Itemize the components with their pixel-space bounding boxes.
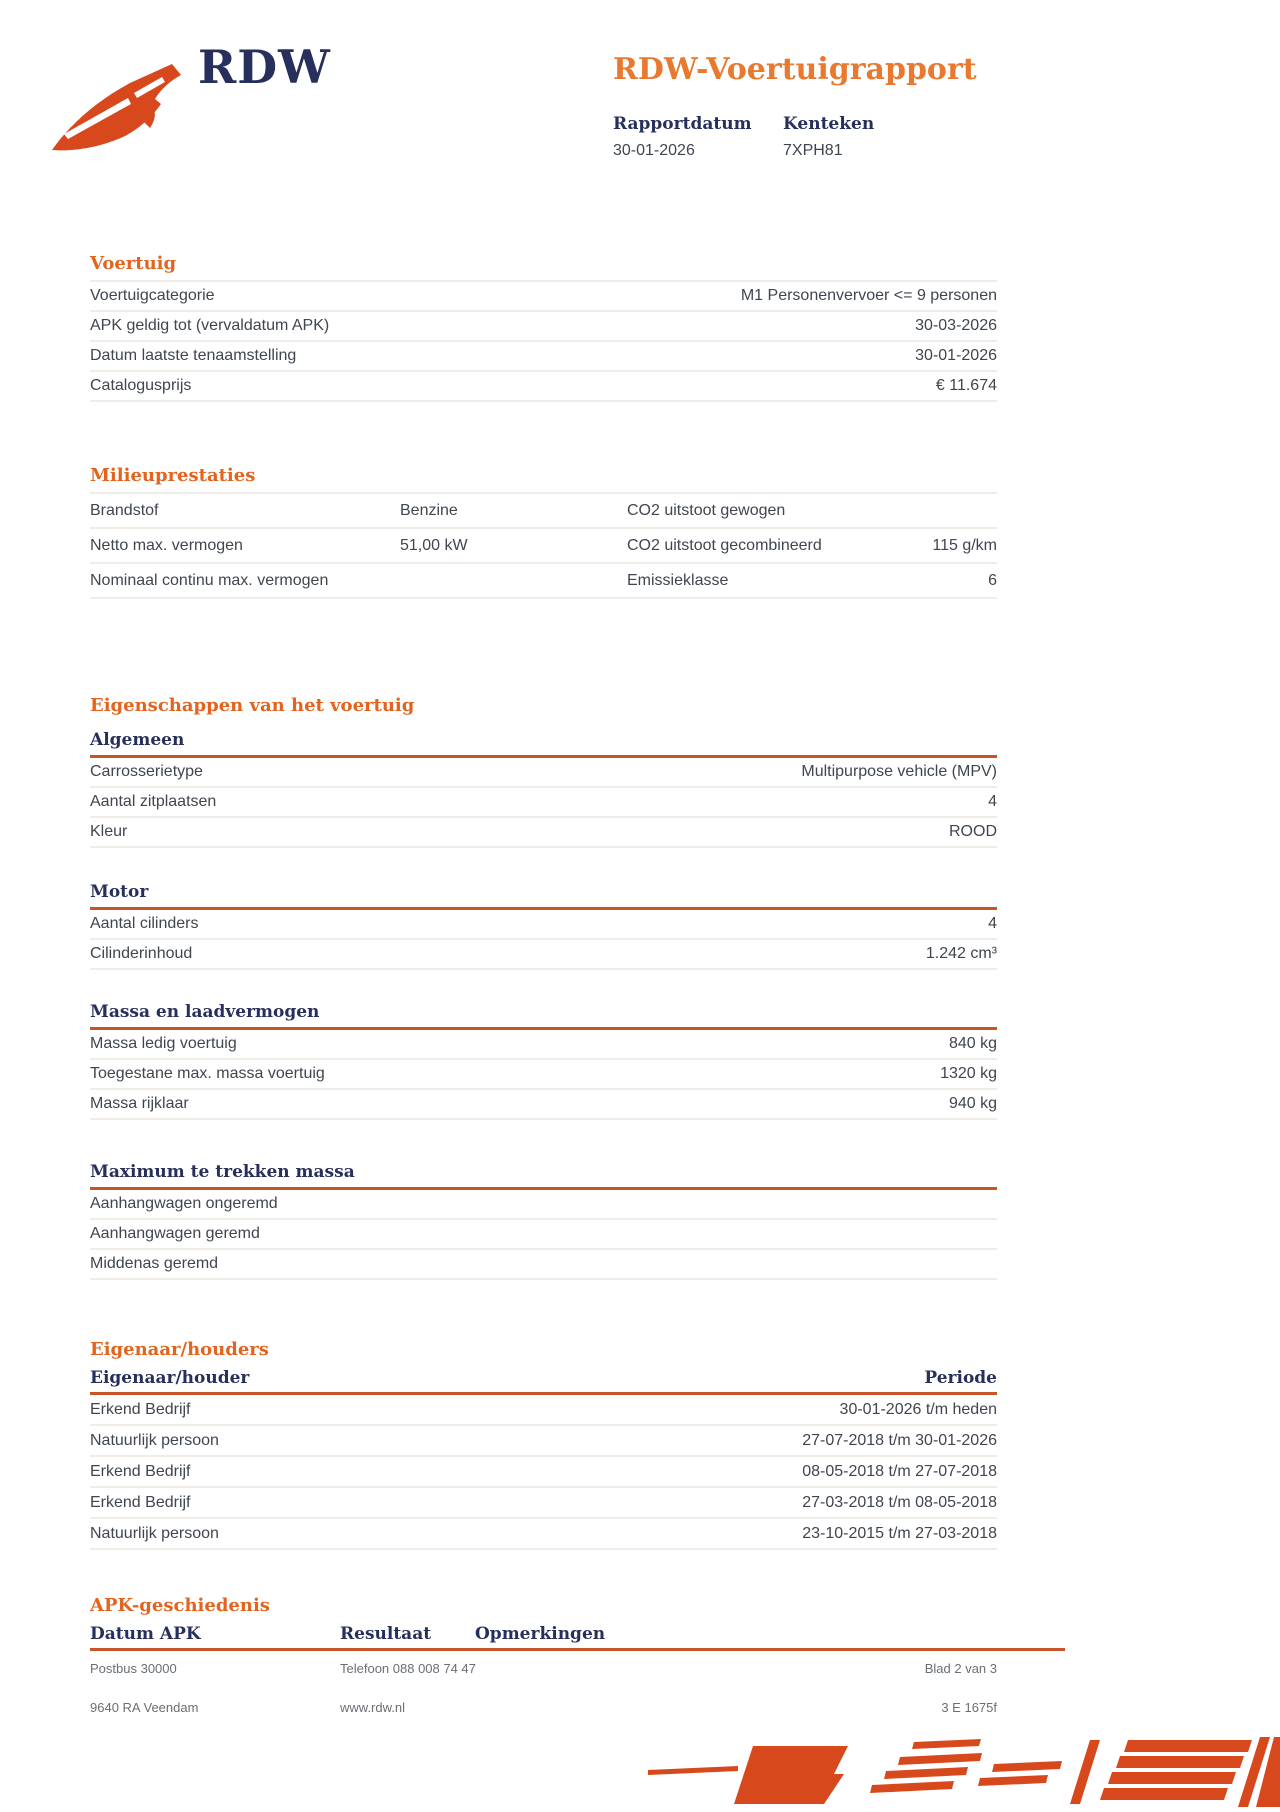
column-header-periode: Periode [924,1368,997,1388]
license-plate-value: 7XPH81 [783,142,843,159]
table-row [90,1220,997,1250]
table-row [90,372,997,402]
section-heading-voertuig: Voertuig [90,253,997,282]
subsection-heading-motor: Motor [90,882,997,910]
field-label: Middenas geremd [90,1255,219,1272]
field-value: 30-03-2026 [915,317,997,334]
owner-periode: 30-01-2026 t/m heden [839,1400,997,1418]
field-value: 30-01-2026 [915,347,997,364]
owner-type: Erkend Bedrijf [90,1462,191,1480]
owner-periode: 23-10-2015 t/m 27-03-2018 [802,1524,997,1542]
owner-type: Natuurlijk persoon [90,1431,219,1449]
footer-website: www.rdw.nl [340,1700,406,1715]
field-label: Aanhangwagen geremd [90,1225,260,1242]
field-label: Datum laatste tenaamstelling [90,347,297,364]
field-label: Emissieklasse [627,571,729,589]
report-title: RDW-Voertuigrapport [613,52,977,87]
footer-phone: Telefoon 088 008 74 47 [340,1661,476,1676]
field-label: Netto max. vermogen [90,536,243,554]
field-value: 840 kg [948,1035,997,1052]
table-row [90,1250,997,1280]
field-label: Aantal cilinders [90,915,199,932]
table-row [90,564,997,599]
field-value: Multipurpose vehicle (MPV) [801,763,997,780]
table-row [90,1060,997,1090]
field-label: CO2 uitstoot gecombineerd [627,536,822,554]
table-row [90,1090,997,1120]
table-row [90,1395,997,1426]
field-value: M1 Personenvervoer <= 9 personen [740,287,997,304]
field-label: Carrosserietype [90,763,203,780]
field-value: 1320 kg [940,1065,997,1082]
field-label: Aantal zitplaatsen [90,793,217,810]
field-label: Voertuigcategorie [90,287,215,304]
table-row [90,494,997,529]
field-label: Kleur [90,823,128,840]
footer-row-1 [90,1661,997,1676]
table-row [90,940,997,970]
footer-row-2 [90,1700,997,1715]
column-header-opmerkingen: Opmerkingen [475,1624,606,1644]
table-row [90,1190,997,1220]
apk-table-header [90,1624,1065,1651]
table-row [90,282,997,312]
table-row [90,1488,997,1519]
field-value: 4 [988,793,997,810]
footer-form-code: 3 E 1675f [941,1700,997,1715]
subsection-heading-trekken-massa: Maximum te trekken massa [90,1162,997,1190]
table-row [90,1457,997,1488]
section-heading-apk-geschiedenis: APK-geschiedenis [90,1595,270,1616]
field-label: Brandstof [90,501,159,519]
field-label: Massa ledig voertuig [90,1035,237,1052]
column-header-eigenaar: Eigenaar/houder [90,1368,250,1388]
column-header-datum-apk: Datum APK [90,1624,201,1644]
owner-type: Erkend Bedrijf [90,1400,191,1418]
owner-type: Natuurlijk persoon [90,1524,219,1542]
table-row [90,1030,997,1060]
owner-table-header [90,1368,997,1395]
field-label: Catalogusprijs [90,377,192,394]
owner-periode: 27-07-2018 t/m 30-01-2026 [802,1431,997,1449]
owner-periode: 08-05-2018 t/m 27-07-2018 [802,1462,997,1480]
footer-city: 9640 RA Veendam [90,1700,199,1715]
field-label: APK geldig tot (vervaldatum APK) [90,317,330,334]
field-value: € 11.674 [935,377,997,394]
field-value: 940 kg [948,1095,997,1112]
field-value: 6 [988,571,997,589]
rdw-wing-graphic [640,1732,1280,1812]
footer-page-number: Blad 2 van 3 [924,1661,997,1676]
owner-periode: 27-03-2018 t/m 08-05-2018 [802,1493,997,1511]
table-row [90,910,997,940]
rdw-logo-text: RDW [198,40,331,94]
field-label: Nominaal continu max. vermogen [90,571,329,589]
subsection-heading-massa: Massa en laadvermogen [90,1002,997,1030]
table-row [90,788,997,818]
table-row [90,342,997,372]
section-heading-milieuprestaties: Milieuprestaties [90,465,997,494]
field-value: Benzine [400,501,458,519]
field-value: 4 [988,915,997,932]
table-row [90,312,997,342]
field-label: Toegestane max. massa voertuig [90,1065,325,1082]
license-plate-label: Kenteken [783,114,875,134]
field-value: 115 g/km [932,536,997,554]
subsection-heading-algemeen: Algemeen [90,730,997,758]
table-row [90,758,997,788]
table-row [90,529,997,564]
report-date-value: 30-01-2026 [613,142,695,159]
section-heading-eigenschappen: Eigenschappen van het voertuig [90,695,415,716]
footer-postbus: Postbus 30000 [90,1661,177,1676]
field-label: CO2 uitstoot gewogen [627,501,786,519]
field-label: Massa rijklaar [90,1095,189,1112]
table-row [90,818,997,848]
field-label: Aanhangwagen ongeremd [90,1195,278,1212]
field-value: 51,00 kW [400,536,468,554]
table-row [90,1519,997,1550]
field-label: Cilinderinhoud [90,945,193,962]
table-row [90,1426,997,1457]
field-value: 1.242 cm³ [925,945,997,962]
report-date-label: Rapportdatum [613,114,752,134]
owner-type: Erkend Bedrijf [90,1493,191,1511]
column-header-resultaat: Resultaat [340,1624,432,1644]
section-heading-eigenaar: Eigenaar/houders [90,1339,269,1360]
field-value: ROOD [949,823,997,840]
